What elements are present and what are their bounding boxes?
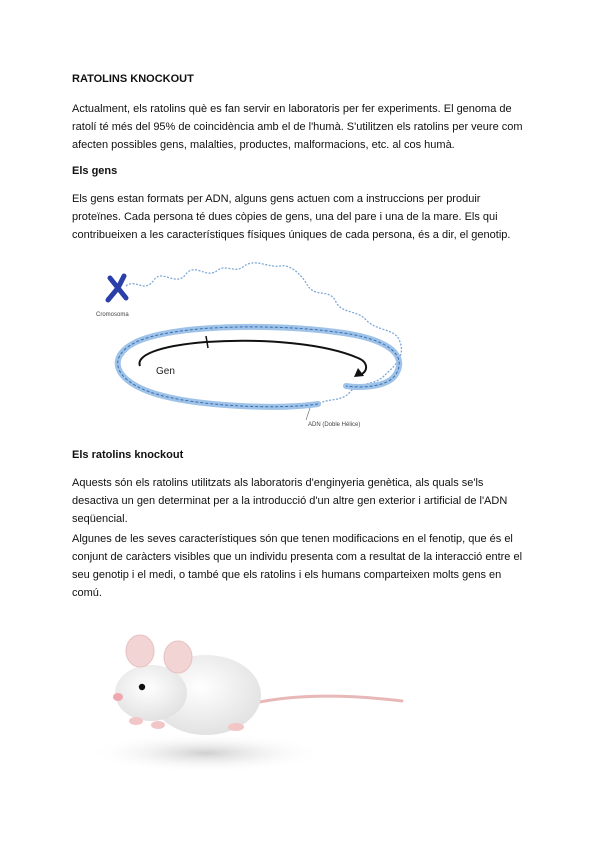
chromosome-label: Cromosoma bbox=[96, 312, 129, 318]
dna-label: ADN (Doble Hélice) bbox=[308, 422, 361, 428]
intro-paragraph: Actualment, els ratolins què es fan servir en laboratoris per fer experiments. El genoma de ratolí té més del 95% de coincidència amb el de l'humà. S'utilitzen els ratolins per veure com afecten possibles gens, malalties, productes, malformacions, etc. al cos humà. bbox=[72, 103, 523, 151]
white-mouse-photo bbox=[96, 615, 406, 775]
gens-paragraph: Els gens estan formats per ADN, alguns gens actuen com a instruccions per produir proteïnes. Cada persona té dues còpies de gens, una del pare i una de la mare. Els qui contribueixen a les característiques físiques úniques de cada persona, és a dir, el genotip. bbox=[72, 193, 511, 241]
section-heading-gens: Els gens bbox=[72, 165, 118, 177]
mouse-eye bbox=[139, 684, 145, 690]
gene-label: Gen bbox=[156, 366, 175, 377]
knockout-paragraph-1: Aquests són els ratolins utilitzats als laboratoris d'enginyeria genètica, als quals se'ls desactiva un gen determinat per a la introducció d'un altre gen exterior i artificial de l'ADN seqüencial. bbox=[72, 477, 508, 525]
section-heading-knockout: Els ratolins knockout bbox=[72, 449, 184, 461]
mouse-tail bbox=[246, 696, 402, 705]
document-title: RATOLINS KNOCKOUT bbox=[72, 73, 194, 85]
mouse-ear bbox=[126, 635, 154, 667]
knockout-paragraph-2: Algunes de les seves característiques són que tenen modificacions en el fenotip, que és el conjunt de caràcters visibles que un individu presenta com a resultat de la interacció entre el seu genotip i el medi, o també que els ratolins i els humans comparteixen molts gens en comú. bbox=[72, 533, 523, 599]
chromosome-icon bbox=[108, 276, 126, 300]
gene-dna-diagram bbox=[96, 258, 416, 430]
